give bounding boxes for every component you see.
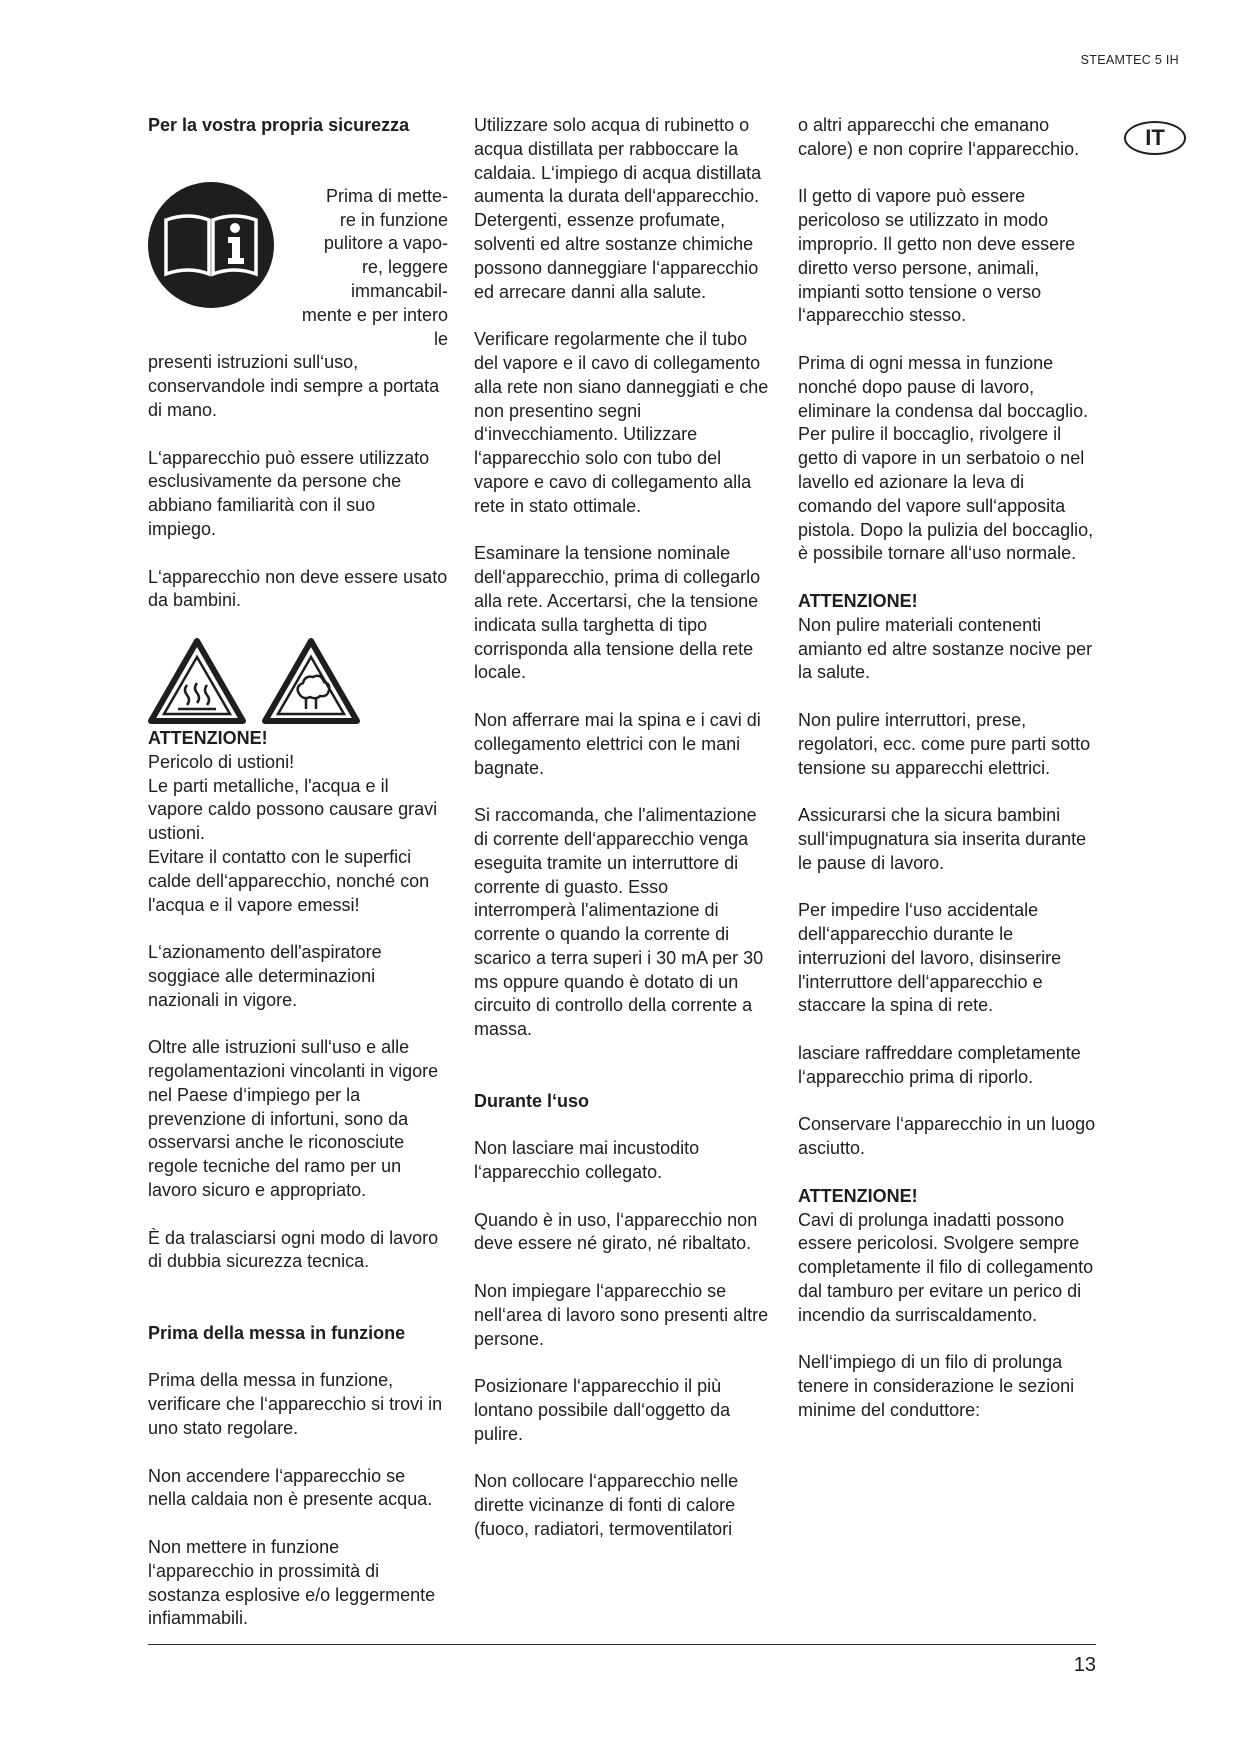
paragraph: L‘apparecchio non deve essere usato da bambini. <box>148 566 448 611</box>
paragraph: Per impedire l‘uso accidentale dell‘apparecchio durante le interruzioni del lavoro, disinserire l'interruttore dell‘apparecchio e staccare la spina di rete. <box>798 900 1062 1016</box>
attention-title: ATTENZIONE! <box>148 727 268 748</box>
hot-steam-warning-icon <box>262 637 360 725</box>
paragraph: Posizionare l‘apparecchio il più lontano possibile dall‘oggetto da pulire. <box>474 1376 731 1444</box>
paragraph: Conservare l‘apparecchio in un luogo asciutto. <box>798 1114 1096 1159</box>
paragraph: Non impiegare l‘apparecchio se nell‘area di lavoro sono presenti altre persone. <box>474 1281 769 1349</box>
paragraph: L‘apparecchio può essere utilizzato esclusivamente da persone che abbiano familiarità con il suo impiego. <box>148 447 430 539</box>
paragraph: Non afferrare mai la spina e i cavi di collegamento elettrici con le mani bagnate. <box>474 709 761 778</box>
heading-before-use: Prima della messa in funzione <box>148 1322 406 1343</box>
attention-line: Evitare il contatto con le superfici calde dell‘apparecchio, nonché con l'acqua e il vapore emessi! <box>148 846 430 915</box>
heading-safety: Per la vostra propria sicurezza <box>148 115 410 135</box>
paragraph: Prima di ogni messa in funzione nonché dopo pause di lavoro, eliminare la condensa dal boccaglio. Per pulire il boccaglio, rivolgere il getto di vapore in un serbatoio o nel lavello ed azionare la leva di comando del vapore sull‘apposita pistola. Dopo la pulizia del boccaglio, è possibile tornare all‘uso normale. <box>798 352 1094 564</box>
paragraph: Quando è in uso, l‘apparecchio non deve essere né girato, né ribaltato. <box>474 1209 758 1254</box>
paragraph: Non accendere l‘apparecchio se nella caldaia non è presente acqua. <box>148 1465 433 1510</box>
paragraph: Non mettere in funzione l‘apparecchio in prossimità di sostanza esplosive e/o leggermente infiammabili. <box>148 1537 436 1629</box>
paragraph: Nell‘impiego di un filo di prolunga tenere in considerazione le sezioni minime del conduttore: <box>798 1352 1075 1421</box>
attention-text: Non pulire materiali contenenti amianto ed altre sostanze nocive per la salute. <box>798 614 1093 683</box>
icon-text-line: re in funzione <box>339 209 448 230</box>
paragraph: Prima della messa in funzione, verificare che l‘apparecchio si trovi in uno stato regolare. <box>148 1370 443 1439</box>
hot-surface-warning-icon <box>148 637 246 725</box>
icon-text-line: immancabil- <box>350 280 448 301</box>
icon-text-line: re, leggere <box>361 257 448 278</box>
heading-during-use: Durante l‘uso <box>474 1090 590 1111</box>
attention-line: Pericolo di ustioni! <box>148 751 295 772</box>
paragraph: Esaminare la tensione nominale dell‘apparecchio, prima di collegarlo alla rete. Accertarsi, che la tensione indicata sulla targhetta di tipo corrisponda alla tensione della rete locale. <box>474 543 761 683</box>
paragraph: lasciare raffreddare completamente l‘apparecchio prima di riporlo. <box>798 1043 1081 1087</box>
paragraph: Si raccomanda, che l'alimentazione di corrente dell‘apparecchio venga eseguita tramite un interruttore di corrente di guasto. Esso interromperà l'alimentazione di corrente o quando la corrente di scarico a terra superi i 30 mA per 30 ms oppure quando è dotato di un circuito di controllo della corrente a massa. <box>474 805 764 1040</box>
attention-line: Le parti metalliche, l'acqua e il vapore caldo possono causare gravi ustioni. <box>148 775 438 844</box>
paragraph: Non lasciare mai incustodito l‘apparecchio collegato. <box>474 1138 700 1183</box>
language-badge: IT <box>1124 121 1186 155</box>
paragraph: L‘azionamento dell'aspiratore soggiace alle determinazioni nazionali in vigore. <box>148 942 382 1010</box>
paragraph: Assicurarsi che la sicura bambini sull‘impugnatura sia inserita durante le pause di lavoro. <box>798 805 1087 873</box>
column-3 <box>798 114 1098 1447</box>
paragraph: o altri apparecchi che emanano calore) e non coprire l‘apparecchio. <box>798 115 1080 159</box>
attention-title: ATTENZIONE! <box>798 1185 918 1206</box>
attention-text: Cavi di prolunga inadatti possono essere pericolosi. Svolgere sempre completamente il filo di collegamento dal tamburo per evitare un perico di incendio da surriscaldamento. <box>798 1209 1094 1325</box>
paragraph: Utilizzare solo acqua di rubinetto o acqua distillata per rabboccare la caldaia. L‘impiego di acqua distillata aumenta la durata dell‘apparecchio. Detergenti, essenze profumate, solventi ed altre sostanze chimiche possono danneggiare l‘apparecchio ed arrecare danni alla salute. <box>474 115 762 302</box>
paragraph: Verificare regolarmente che il tubo del vapore e il cavo di collegamento alla rete non siano danneggiati e che non presentino segni d‘invecchiamento. Utilizzare l‘apparecchio solo con tubo del vapore e cavo di collegamento alla rete in stato ottimale. <box>474 329 769 516</box>
attention-title: ATTENZIONE! <box>798 590 918 611</box>
paragraph: Il getto di vapore può essere pericoloso se utilizzato in modo improprio. Il getto non deve essere diretto verso persone, animali, impianti sotto tensione o verso l‘apparecchio stesso. <box>798 186 1076 326</box>
paragraph: presenti istruzioni sull‘uso, conservandole indi sempre a portata di mano. <box>148 352 440 420</box>
icon-text-line: pulitore a vapo- <box>323 233 448 254</box>
paragraph: Oltre alle istruzioni sull‘uso e alle regolamentazioni vincolanti in vigore nel Paese d‘impiego per la prevenzione di infortuni, sono da osservarsi anche le riconosciute regole tecniche del ramo per un lavoro sicuro e appropriato. <box>148 1037 439 1201</box>
icon-text-line: Prima di mette- <box>325 185 448 206</box>
page-number: 13 <box>1073 1654 1096 1676</box>
model-header: STEAMTEC 5 IH <box>1080 53 1179 67</box>
paragraph: È da tralasciarsi ogni modo di lavoro di dubbia sicurezza tecnica. <box>148 1227 439 1272</box>
paragraph: Non collocare l‘apparecchio nelle dirette vicinanze di fonti di calore (fuoco, radiatori, termoventilatori <box>474 1471 739 1540</box>
column-1 <box>148 114 448 1655</box>
column-2 <box>474 114 774 1566</box>
footer-divider <box>148 1644 1096 1645</box>
paragraph: Non pulire interruttori, prese, regolatori, ecc. come pure parti sotto tensione su apparecchi elettrici. <box>798 709 1091 778</box>
warning-icons <box>148 637 448 727</box>
icon-text-line: mente e per intero le <box>301 304 448 349</box>
read-manual-icon <box>148 182 274 308</box>
